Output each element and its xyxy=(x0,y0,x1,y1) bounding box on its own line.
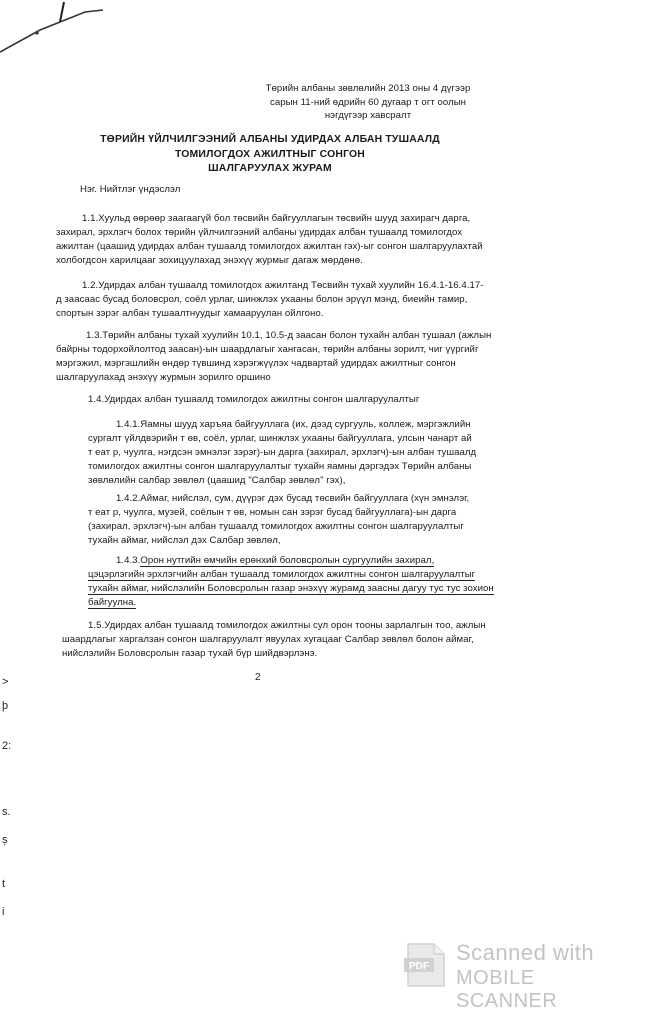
paragraph-1-4-3-line3-text: тухайн аймаг, нийслэлийн Боловсролын газар энэхүү журамд заасны дагуу тус тус зохион xyxy=(88,583,494,594)
margin-glyph-1: > xyxy=(2,676,9,688)
pdf-logo-icon xyxy=(404,942,448,988)
paragraph-1-4-3-line2 xyxy=(88,568,475,582)
paragraph-1-4-3-number: 1.4.3. xyxy=(116,555,141,566)
paragraph-1-3-line1: 1.3.Төрийн албаны тухай хуулийн 10.1, 10.5-д заасан болон тухайн албан тушаал (ажлын xyxy=(86,330,492,341)
margin-glyph-4: s. xyxy=(2,806,11,818)
paragraph-1-4-1-line1: 1.4.1.Яамны шууд харъяа байгууллага (их, дээд сургууль, коллеж, мэргэжлийн xyxy=(116,419,471,430)
margin-glyph-7: i xyxy=(2,906,5,918)
paragraph-1-5-line1: 1.5.Удирдах албан тушаалд томилогдох ажилтны сул орон тооны зарлалгын тоо, ажлын xyxy=(88,620,486,631)
paragraph-1-4-2-line3: (захирал, эрхлэгч)-ын албан тушаалд томилогдох ажилтны сонгон шалгаруулалтыг xyxy=(88,521,464,532)
paragraph-1-2-line1: 1.2.Удирдах албан тушаалд томилогдох ажилтанд Төсвийн тухай хуулийн 16.4.1-16.4.17- xyxy=(82,280,484,291)
pdf-logo-text: PDF xyxy=(409,961,429,972)
section-heading: Нэг. Нийтлэг үндэслэл xyxy=(80,184,181,195)
margin-glyph-6: t xyxy=(2,878,6,890)
paragraph-1-5-line3: нийслэлийн Боловсролын газар тухай бүр шийдвэрлэнэ. xyxy=(62,648,318,659)
paragraph-1-5-line2: шаардлагыг харгалзан сонгон шалгаруулалт явуулах хугацааг Салбар зөвлөл болон аймаг, xyxy=(62,634,474,645)
watermark-line1: Scanned with xyxy=(456,940,595,965)
paragraph-1-4-2-line2: т еат р, чуулга, музей, соёлын т өв, номын сан зэрэг бусад байгууллага)-ын дарга xyxy=(88,507,457,518)
paragraph-1-2-line3: спортын зэрэг албан тушаалтнуудыг хамааруулан ойлгоно. xyxy=(56,308,324,319)
paragraph-1-4-3-line3 xyxy=(88,582,494,596)
approval-note xyxy=(258,82,478,123)
title-line2: ТОМИЛОГДОХ АЖИЛТНЫГ СОНГОН xyxy=(174,148,366,160)
margin-glyph-5: ș xyxy=(2,834,8,846)
paragraph-1-2-line2: д заасаас бусад боловсрол, соёл урлаг, шинжлэх ухааны болон эрүүл мэнд, биеийн тамир, xyxy=(56,294,468,305)
paragraph-1-4-2-line1: 1.4.2.Аймаг, нийслэл, сум, дүүрэг дэх бусад төсвийн байгууллага (хүн эмнэлэг, xyxy=(116,493,470,504)
paragraph-1-1-line1: 1.1.Хуульд өөрөөр заагаагүй бол төсвийн байгууллагын төсвийн шууд захирагч дарга, xyxy=(82,213,471,224)
approval-note-line2: сарын 11-ний өдрийн 60 дугаар т огт оолын xyxy=(269,96,467,108)
scan-artifact-marks xyxy=(0,0,120,60)
paragraph-1-4-2-line4: тухайн аймаг, нийслэл дэх Салбар зөвлөл, xyxy=(88,535,281,546)
document-title xyxy=(60,133,480,177)
paragraph-1-3-line4: шалгаруулахад энэхүү журмын зорилго оршино xyxy=(56,372,271,383)
paragraph-1-4-1-line4: томилогдох ажилтны сонгон шалгаруулалтыг тухайн яамны дэргэдэх Төрийн албаны xyxy=(88,461,472,472)
paragraph-1-1-line4: холбогдсон харилцааг зохицуулахад энэхүү журмыг дагаж мөрдөнө. xyxy=(56,255,363,266)
scanner-watermark xyxy=(404,940,634,1012)
paragraph-1-4: 1.4.Удирдах албан тушаалд томилогдох ажилтны сонгон шалгаруулалтыг xyxy=(88,394,420,405)
paragraph-1-4-3-line1 xyxy=(116,554,434,568)
title-line3: ШАЛГАРУУЛАХ ЖУРАМ xyxy=(208,163,332,175)
page-number: 2 xyxy=(255,672,261,683)
paragraph-1-4-3-line1-text: Орон нутгийн өмчийн ерөнхий боловсролын сургуулийн захирал, xyxy=(140,555,435,566)
paragraph-1-4-1-line3: т еат р, чуулга, нэгдсэн эмнэлэг зэрэг)-ын дарга (захирал, эрхлэгч)-ын албан тушаалд xyxy=(88,447,477,458)
margin-glyph-2: þ xyxy=(2,700,9,712)
paragraph-1-4-3-line2-text: цэцэрлэгийн эрхлэгчийн албан тушаалд томилогдох ажилтны сонгон шалгаруулалтыг xyxy=(88,569,476,580)
paragraph-1-4-1-line5: зөвлөлийн салбар зөвлөл (цаашид "Салбар зөвлөл" гэх), xyxy=(88,475,346,486)
watermark-line2: MOBILE SCANNER xyxy=(456,967,558,1012)
paragraph-1-1-line3: ажилтан (цаашид удирдах албан тушаалд томилогдох ажилтан гэх)-ыг сонгон шалгаруулахтай xyxy=(56,241,483,252)
paragraph-1-1-line2: захирал, эрхлэгч болох төрийн үйлчилгээний албаны удирдах албан тушаалд томилогдох xyxy=(56,227,463,238)
paragraph-1-4-3-line4 xyxy=(88,596,136,610)
paragraph-1-4-1-line2: сургалт үйлдвэрийн т өв, соёл, урлаг, шинжлэх ухааны байгууллага, улсын чанарт ай xyxy=(88,433,472,444)
paragraph-1-4-3-line4-text: байгуулна. xyxy=(88,597,137,608)
approval-note-line1: Төрийн албаны зөвлөлийн 2013 оны 4 дүгээр xyxy=(265,83,471,94)
approval-note-line3: нэгдүгээр хавсралт xyxy=(324,110,412,121)
paragraph-1-3-line3: мэргэжил, мэргэшлийн өндөр түвшинд хэрэгжүүлэх чадвартай удирдах ажилтныг сонгон xyxy=(56,358,456,369)
margin-glyph-3: 2: xyxy=(2,740,12,752)
title-line1: ТӨРИЙН ҮЙЛЧИЛГЭЭНИЙ АЛБАНЫ УДИРДАХ АЛБАН ТУШААЛД xyxy=(100,134,440,145)
paragraph-1-3-line2: байрны тодорхойлолтод заасан)-ын шаардлагыг хангасан, төрийн албаны зорилт, чиг үүргийг xyxy=(56,344,479,355)
